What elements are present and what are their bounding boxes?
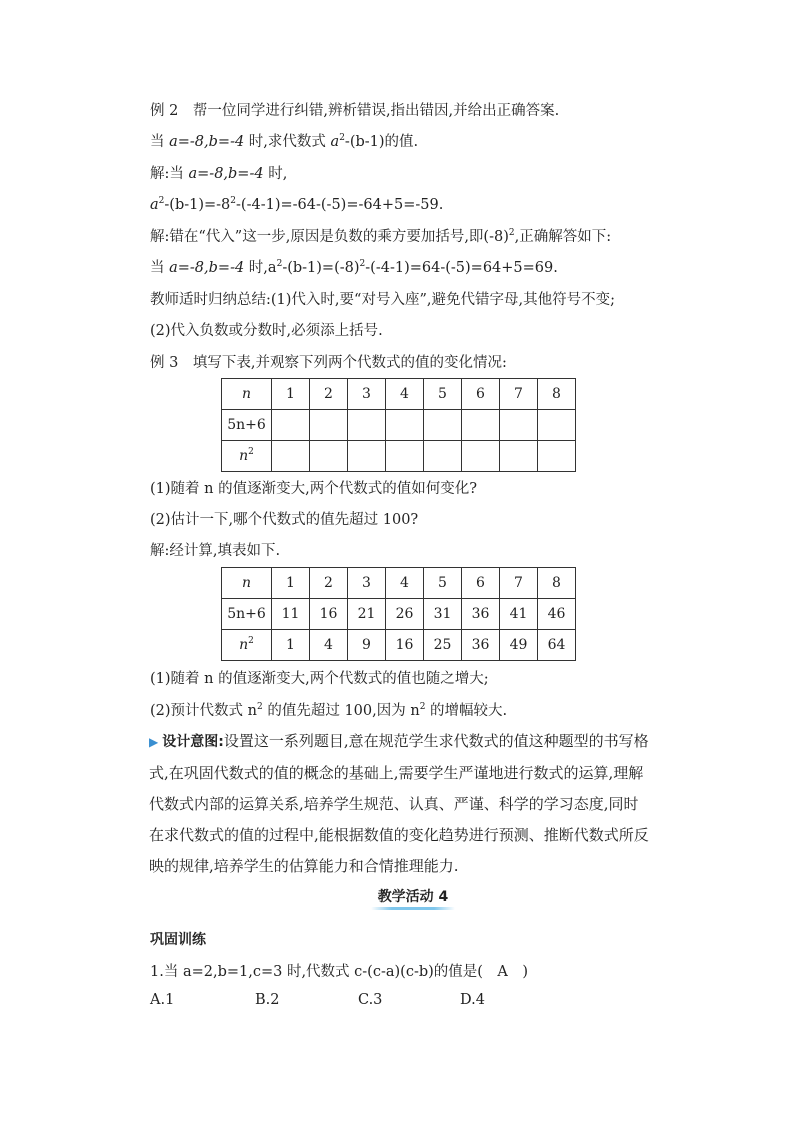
table-cell: 1 <box>272 379 310 410</box>
example-2-error-analysis: 解:错在“代入”这一步,原因是负数的乘方要加括号,即$(-8)^2$,正确解答如下: <box>150 228 612 245</box>
table-cell: 16 <box>310 599 348 630</box>
option-d: D.4 <box>460 992 485 1008</box>
table-cell: 31 <box>424 599 462 630</box>
table-cell: n <box>222 568 272 599</box>
example-2-wrong-calculation: $a^2-(b-1)=-8^2-(-4-1)=-64-(-5)=-64+5=-59$. <box>150 196 444 213</box>
table-cell: 8 <box>538 379 576 410</box>
example-3-answer-2: (2)预计代数式 $n^2$ 的值先超过 100,因为 $n^2$ 的增幅较大. <box>150 702 508 719</box>
table-cell: 3 <box>348 568 386 599</box>
table-cell <box>462 441 500 472</box>
table-cell: 7 <box>500 379 538 410</box>
table-cell: 11 <box>272 599 310 630</box>
table-cell: 16 <box>386 630 424 661</box>
option-a: A.1 <box>150 992 175 1008</box>
example-2-correct-solution: 当 a=-8,b=-4 时$,a^2-(b-1)=(-8)^2-(-4-1)=64-(-5)=64+5=69$. <box>150 259 558 276</box>
example-2-title: 例 2 帮一位同学进行纠错,辨析错误,指出错因,并给出正确答案. <box>150 103 560 119</box>
table-cell <box>310 410 348 441</box>
badge-underline <box>371 907 455 910</box>
table-cell <box>538 441 576 472</box>
design-intent-label: 设计意图: <box>162 734 224 750</box>
option-c: C.3 <box>358 992 383 1008</box>
table-cell <box>538 410 576 441</box>
table-cell <box>424 441 462 472</box>
table-cell: 49 <box>500 630 538 661</box>
table-cell: 5 <box>424 379 462 410</box>
example-3-solution-intro: 解:经计算,填表如下. <box>150 543 281 559</box>
row-label-5n6: 5n+6 <box>222 599 272 630</box>
table-cell <box>272 410 310 441</box>
table-cell: 36 <box>462 599 500 630</box>
table-cell <box>462 410 500 441</box>
table-cell: 6 <box>462 568 500 599</box>
table-cell: 25 <box>424 630 462 661</box>
table-cell <box>500 441 538 472</box>
table-row <box>222 410 576 441</box>
table-cell <box>348 410 386 441</box>
table-cell: 2 <box>310 379 348 410</box>
triangle-marker-icon: ▶ <box>149 735 159 749</box>
table-row <box>222 441 576 472</box>
example-2-solution-head: 解:当 a=-8,b=-4 时, <box>150 166 288 182</box>
table-cell: 7 <box>500 568 538 599</box>
example-3-title: 例 3 填写下表,并观察下列两个代数式的值的变化情况: <box>150 355 507 371</box>
table-cell: 1 <box>272 630 310 661</box>
table-cell: 21 <box>348 599 386 630</box>
table-cell <box>310 441 348 472</box>
table-cell: n <box>222 379 272 410</box>
table-cell <box>272 441 310 472</box>
table-cell <box>500 410 538 441</box>
table-row <box>222 599 576 630</box>
filled-value-table <box>221 567 576 661</box>
table-header-row <box>222 568 576 599</box>
table-cell <box>386 441 424 472</box>
table-cell: 5 <box>424 568 462 599</box>
table-cell: 26 <box>386 599 424 630</box>
row-label-n-squared: $n^2$ <box>222 441 272 472</box>
table-cell: 3 <box>348 379 386 410</box>
teacher-summary-2: (2)代入负数或分数时,必须添上括号. <box>150 323 383 339</box>
practice-question-1: 1.当 a=2,b=1,c=3 时,代数式 c-(c-a)(c-b)的值是( A ) <box>150 964 529 980</box>
table-cell: 46 <box>538 599 576 630</box>
practice-heading: 巩固训练 <box>150 932 206 948</box>
teacher-summary-1: 教师适时归纳总结:(1)代入时,要“对号入座”,避免代错字母,其他符号不变; <box>150 292 615 308</box>
row-label-n-squared: $n^2$ <box>222 630 272 661</box>
table-cell <box>424 410 462 441</box>
table-cell: 4 <box>386 379 424 410</box>
empty-value-table <box>221 378 576 472</box>
table-cell: 8 <box>538 568 576 599</box>
table-cell: 64 <box>538 630 576 661</box>
teaching-activity-badge: 教学活动 4 <box>371 886 455 908</box>
table-cell: 9 <box>348 630 386 661</box>
table-cell: 4 <box>386 568 424 599</box>
example-3-answer-1: (1)随着 n 的值逐渐变大,两个代数式的值也随之增大; <box>150 671 489 687</box>
table-cell: 1 <box>272 568 310 599</box>
option-b: B.2 <box>255 992 280 1008</box>
table-cell: 2 <box>310 568 348 599</box>
row-label-5n6: 5n+6 <box>222 410 272 441</box>
table-cell <box>386 410 424 441</box>
design-intent-text: 设置这一系列题目,意在规范学生求代数式的值这种题型的书写格式,在巩固代数式的值的概念的基础上,需要学生严谨地进行数式的运算,理解代数式内部的运算关系,培养学生规范、认真、严谨、科学的学习态度,同时在求代数式的值的过程中,能根据数值的变化趋势进行预测、推断代数式所反映的规律,培养学生的估算能力和合情推理能力. <box>149 732 649 875</box>
table-header-row <box>222 379 576 410</box>
table-cell: 36 <box>462 630 500 661</box>
table-cell: 6 <box>462 379 500 410</box>
design-intent-paragraph <box>149 726 649 882</box>
example-3-question-2: (2)估计一下,哪个代数式的值先超过 100? <box>150 512 419 528</box>
example-2-question: 当 a=-8,b=-4 时,求代数式 $a^2-(b-1)$的值. <box>150 133 419 150</box>
example-3-question-1: (1)随着 n 的值逐渐变大,两个代数式的值如何变化? <box>150 481 477 497</box>
table-row <box>222 630 576 661</box>
table-cell: 41 <box>500 599 538 630</box>
table-cell <box>348 441 386 472</box>
table-cell: 4 <box>310 630 348 661</box>
